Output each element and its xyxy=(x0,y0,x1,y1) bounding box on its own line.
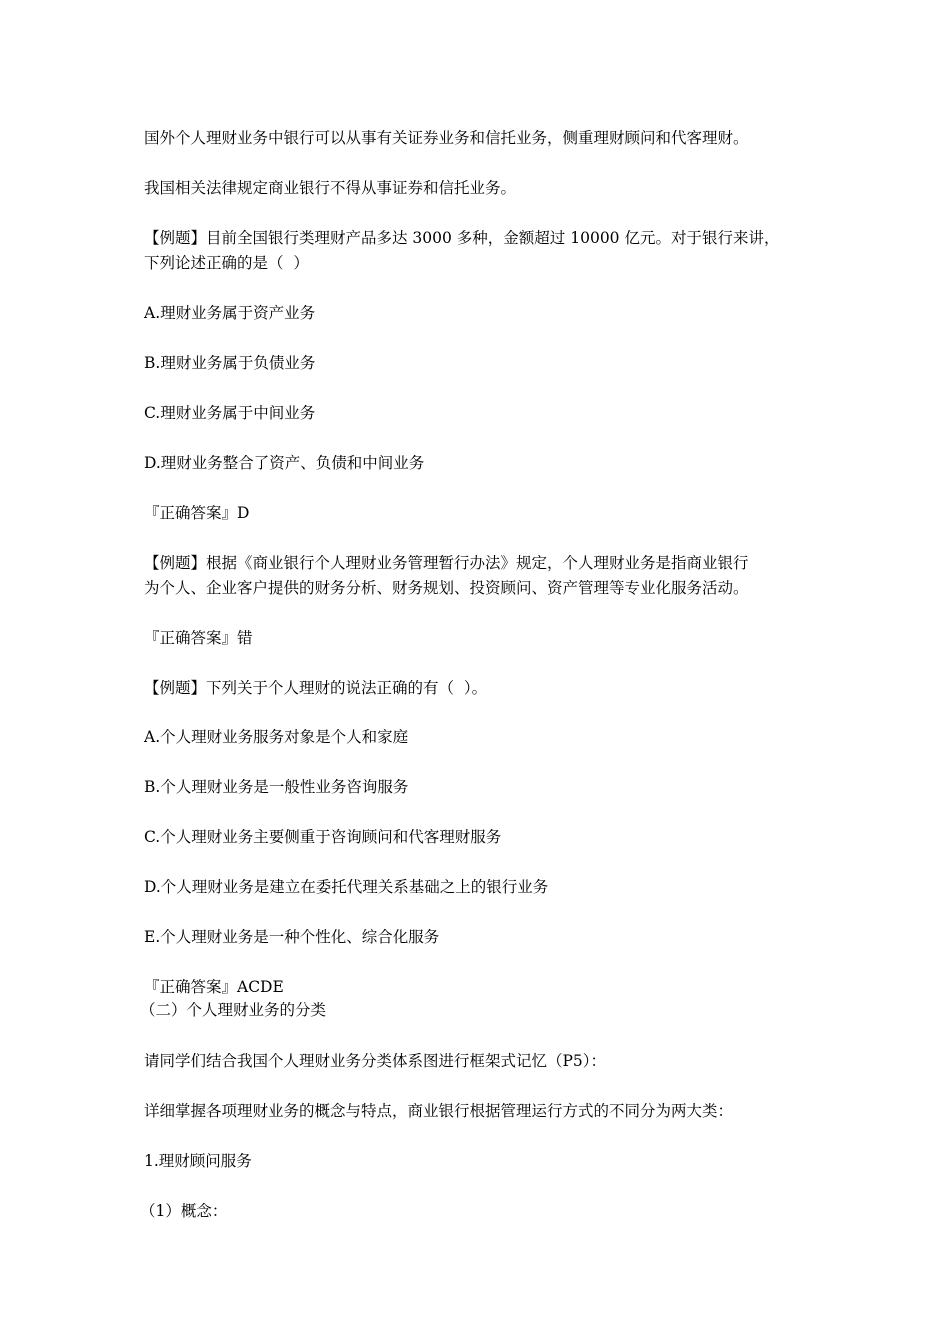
example-1-question-line-1: 【例题】目前全国银行类理财产品多达 3000 多种，金额超过 10000 亿元。对于银行来讲， xyxy=(144,229,780,247)
example-3-option-d: D.个人理财业务是建立在委托代理关系基础之上的银行业务 xyxy=(144,878,549,896)
example-2-answer: 『正确答案』错 xyxy=(144,629,253,647)
example-1-option-c: C.理财业务属于中间业务 xyxy=(144,404,316,422)
example-3-option-c: C.个人理财业务主要侧重于咨询顾问和代客理财服务 xyxy=(144,828,502,846)
example-3-answer: 『正确答案』ACDE xyxy=(144,978,284,996)
example-1-option-d: D.理财业务整合了资产、负债和中间业务 xyxy=(144,454,425,472)
paragraph-framework-memory: 请同学们结合我国个人理财业务分类体系图进行框架式记忆（P5）： xyxy=(144,1052,607,1070)
paragraph-two-categories: 详细掌握各项理财业务的概念与特点，商业银行根据管理运行方式的不同分为两大类： xyxy=(144,1102,734,1120)
example-2-question-line-2: 为个人、企业客户提供的财务分析、财务规划、投资顾问、资产管理等专业化服务活动。 xyxy=(144,579,749,597)
example-1-question-line-2: 下列论述正确的是（ ） xyxy=(144,254,309,272)
subheading-concept: （1）概念： xyxy=(140,1202,228,1220)
example-1-option-a: A.理财业务属于资产业务 xyxy=(144,304,316,322)
section-heading-classification: （二）个人理财业务的分类 xyxy=(140,1001,327,1019)
paragraph-foreign-banks: 国外个人理财业务中银行可以从事有关证券业务和信托业务，侧重理财顾问和代客理财。 xyxy=(144,129,749,147)
subheading-advisory-service: 1.理财顾问服务 xyxy=(144,1152,252,1170)
paragraph-domestic-law: 我国相关法律规定商业银行不得从事证券和信托业务。 xyxy=(144,179,517,197)
example-1-answer: 『正确答案』D xyxy=(144,504,250,522)
example-3-option-b: B.个人理财业务是一般性业务咨询服务 xyxy=(144,778,409,796)
example-3-option-a: A.个人理财业务服务对象是个人和家庭 xyxy=(144,728,409,746)
example-3-option-e: E.个人理财业务是一种个性化、综合化服务 xyxy=(144,928,440,946)
example-3-question: 【例题】下列关于个人理财的说法正确的有（ ）。 xyxy=(144,679,488,697)
example-1-option-b: B.理财业务属于负债业务 xyxy=(144,354,316,372)
example-2-question-line-1: 【例题】根据《商业银行个人理财业务管理暂行办法》规定，个人理财业务是指商业银行 xyxy=(144,554,749,572)
